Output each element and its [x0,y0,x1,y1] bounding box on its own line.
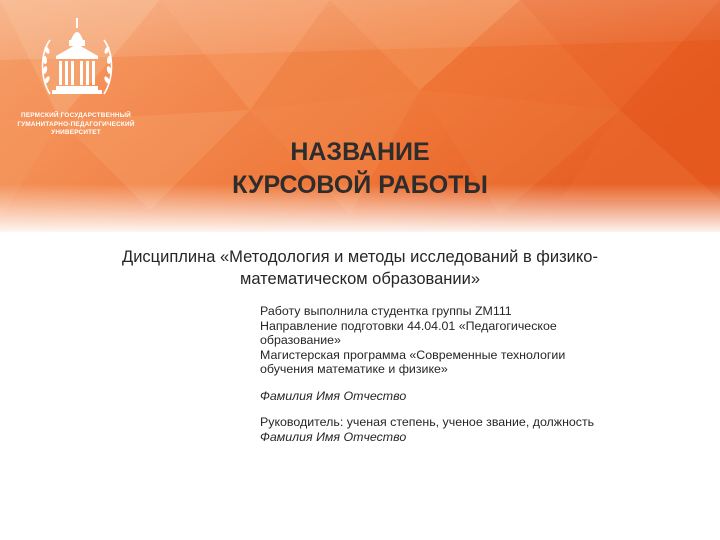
discipline-line-1: Дисциплина «Методология и методы исследований в физико- [122,248,598,266]
student-line: Работу выполнила студентка группы ZM111 [260,304,512,318]
student-name: Фамилия Имя Отчество [260,388,407,403]
title-line-2: КУРСОВОЙ РАБОТЫ [232,171,488,199]
university-emblem-icon [38,16,116,108]
title-line-1: НАЗВАНИЕ [290,138,430,166]
discipline-text [40,246,680,290]
supervisor-line: Руководитель: ученая степень, ученое звание, должность [260,415,595,429]
author-info [260,304,700,444]
university-name-line: ПЕРМСКИЙ ГОСУДАРСТВЕННЫЙ [21,112,131,119]
program-line-1: Магистерская программа «Современные технологии [260,347,566,362]
direction-line-1: Направление подготовки 44.04.01 «Педагогическое [260,318,557,333]
slide-title [150,136,570,202]
university-name-line: УНИВЕРСИТЕТ [51,129,101,137]
direction-line-2: образование» [260,333,341,347]
university-name [6,112,146,138]
university-name-line: ГУМАНИТАРНО-ПЕДАГОГИЧЕСКИЙ [17,120,135,128]
program-line-2: обучения математике и физике» [260,362,448,376]
discipline-line-2: математическом образовании» [240,270,480,288]
supervisor-name: Фамилия Имя Отчество [260,429,407,444]
